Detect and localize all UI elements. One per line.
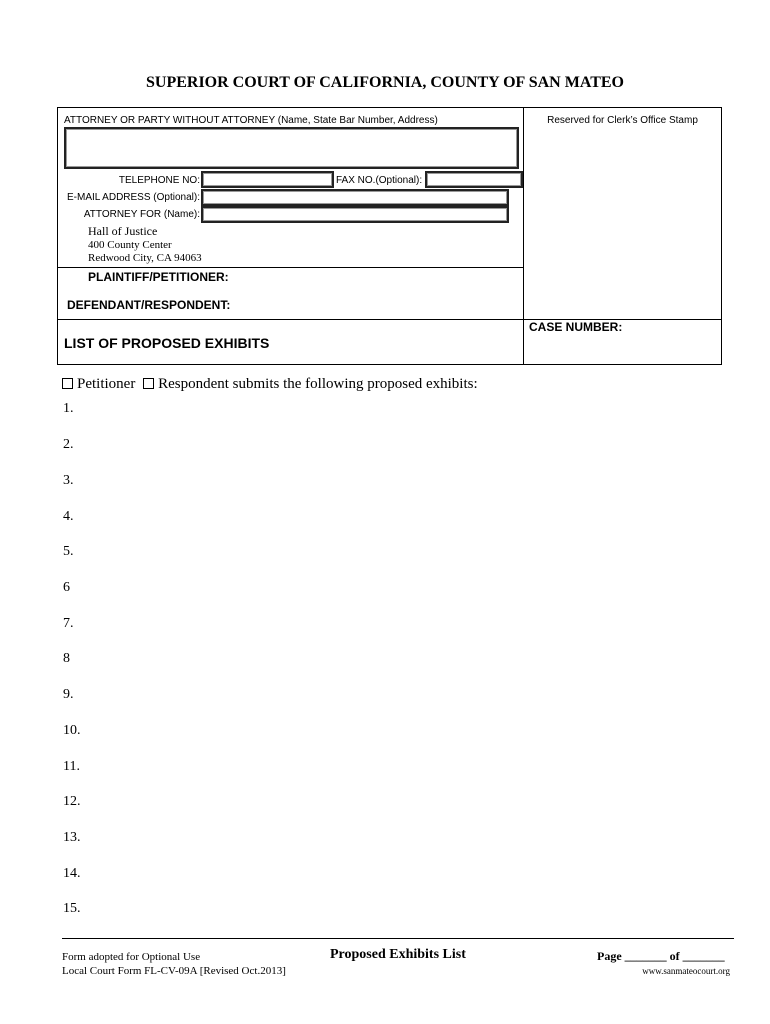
exhibit-number: 3. (63, 473, 74, 488)
footer-form-number: Local Court Form FL-CV-09A [Revised Oct.2013] (62, 965, 286, 977)
exhibit-number: 11. (63, 759, 80, 774)
footer-website: www.sanmateocourt.org (642, 966, 730, 976)
exhibit-number: 15. (63, 901, 81, 916)
exhibit-number: 12. (63, 794, 81, 809)
attorney-for-field[interactable] (201, 206, 509, 223)
column-divider (523, 108, 524, 364)
attorney-for-label: ATTORNEY FOR (Name): (83, 209, 200, 220)
telephone-label: TELEPHONE NO: (118, 175, 200, 186)
clerk-stamp-label: Reserved for Clerk’s Office Stamp (547, 115, 698, 126)
exhibit-number: 10. (63, 723, 81, 738)
court-address-line3: Redwood City, CA 94063 (88, 252, 202, 264)
footer-page-label: Page _______ of _______ (597, 949, 725, 963)
court-address-line2: 400 County Center (88, 239, 172, 251)
exhibit-number: 9. (63, 687, 74, 702)
petitioner-label: Petitioner (77, 376, 136, 392)
email-field[interactable] (201, 189, 509, 206)
exhibit-number: 5. (63, 544, 74, 559)
fax-field[interactable] (425, 171, 523, 188)
respondent-label: Respondent submits the following proposed exhibits: (158, 376, 478, 392)
petitioner-checkbox[interactable] (62, 378, 73, 389)
telephone-field[interactable] (201, 171, 334, 188)
respondent-checkbox[interactable] (143, 378, 154, 389)
exhibit-number: 13. (63, 830, 81, 845)
submits-line (62, 376, 478, 393)
court-title: SUPERIOR COURT OF CALIFORNIA, COUNTY OF SAN MATEO (146, 74, 624, 91)
caption-box (57, 107, 722, 365)
exhibit-number: 4. (63, 509, 74, 524)
exhibit-number: 1. (63, 401, 74, 416)
email-label: E-MAIL ADDRESS (Optional): (66, 192, 200, 203)
exhibit-number: 6 (63, 580, 70, 595)
exhibit-number: 14. (63, 866, 81, 881)
address-divider (58, 267, 523, 268)
footer-title: Proposed Exhibits List (330, 947, 466, 962)
court-address-line1: Hall of Justice (88, 224, 158, 238)
defendant-label: DEFENDANT/RESPONDENT: (67, 298, 231, 312)
footer-rule (62, 938, 734, 939)
case-number-label: CASE NUMBER: (529, 320, 623, 334)
attorney-label: ATTORNEY OR PARTY WITHOUT ATTORNEY (Name, State Bar Number, Address) (64, 115, 438, 126)
exhibit-number: 8 (63, 651, 70, 666)
exhibit-number: 2. (63, 437, 74, 452)
attorney-name-field[interactable] (64, 127, 519, 169)
footer-adopted: Form adopted for Optional Use (62, 951, 201, 963)
exhibit-number: 7. (63, 616, 74, 631)
fax-label: FAX NO.(Optional): (336, 175, 423, 186)
document-title: LIST OF PROPOSED EXHIBITS (64, 335, 270, 351)
plaintiff-label: PLAINTIFF/PETITIONER: (88, 270, 229, 284)
